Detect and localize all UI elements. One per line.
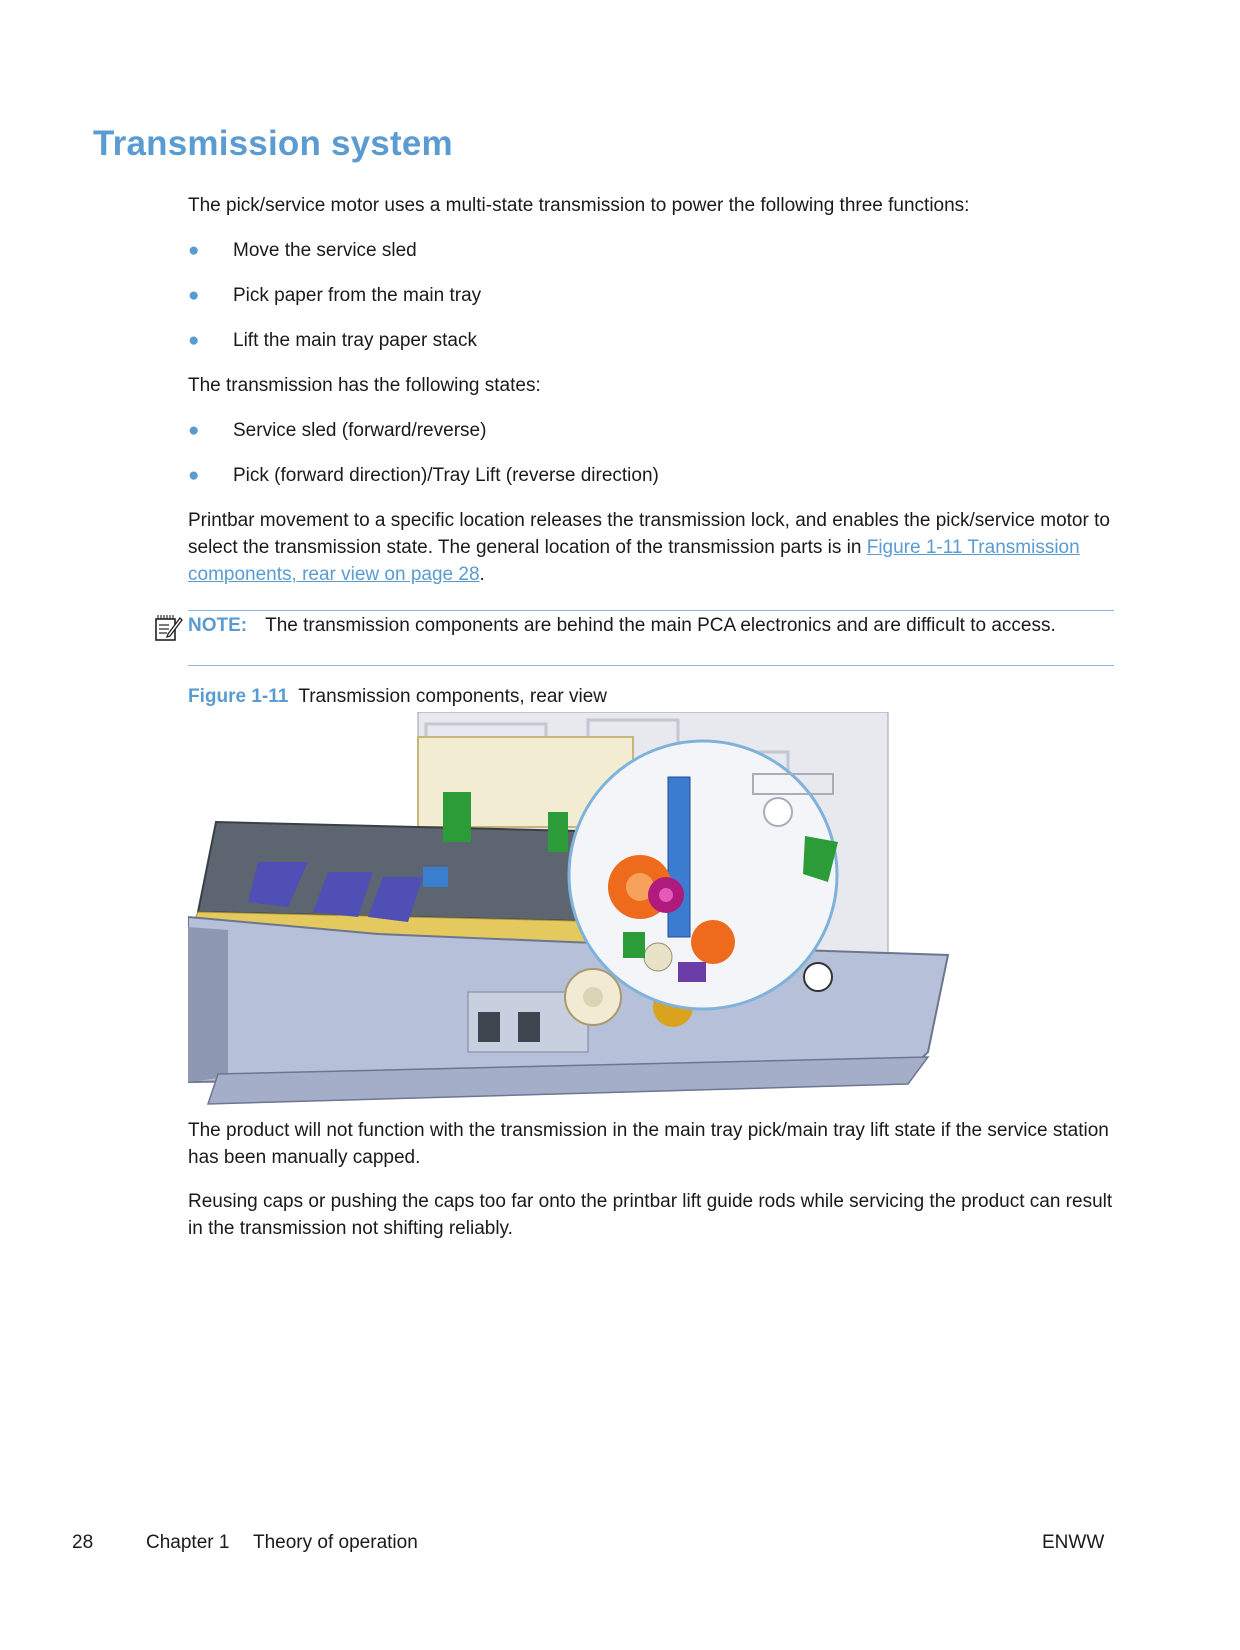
bullet-icon: ● xyxy=(188,330,200,351)
figure-title: Transmission components, rear view xyxy=(298,686,608,707)
states-intro: The transmission has the following states: xyxy=(188,375,541,396)
list-item-text: Move the service sled xyxy=(233,240,417,261)
figure-label: Figure 1-11 xyxy=(188,686,289,707)
capped-paragraph: The product will not function with the transmission in the main tray pick/main tray lift state if the service station has been manually capped. xyxy=(188,1120,1109,1168)
list-item-text: Pick paper from the main tray xyxy=(233,285,482,306)
list-item-text: Pick (forward direction)/Tray Lift (reverse direction) xyxy=(233,465,659,486)
bullet-icon: ● xyxy=(188,240,200,261)
note-text-block xyxy=(188,612,1114,639)
bullet-icon: ● xyxy=(188,285,200,306)
page-title: Transmission system xyxy=(93,124,453,163)
note-icon xyxy=(153,613,183,643)
caps-paragraph: Reusing caps or pushing the caps too far onto the printbar lift guide rods while servicing the product can result in the transmission not shifting reliably. xyxy=(188,1191,1113,1239)
bullet-icon: ● xyxy=(188,420,200,441)
note-box xyxy=(188,610,1114,666)
note-label: NOTE: xyxy=(188,615,248,636)
figure-reference-link[interactable]: Figure 1-11 Transmission components, rear view on page 28 xyxy=(188,537,1080,585)
list-item-text: Service sled (forward/reverse) xyxy=(233,420,487,441)
note-text: The transmission components are behind the main PCA electronics and are difficult to access. xyxy=(265,615,1056,636)
footer-chapter: Chapter 1 xyxy=(146,1532,230,1553)
footer-edition: ENWW xyxy=(1042,1532,1105,1553)
footer-chapter-title: Theory of operation xyxy=(253,1532,418,1553)
printbar-period: . xyxy=(479,564,485,585)
transmission-components-figure xyxy=(188,712,953,1107)
figure-caption xyxy=(188,683,607,710)
list-item-text: Lift the main tray paper stack xyxy=(233,330,477,351)
printbar-text: Printbar movement to a specific location releases the transmission lock, and enables the pick/service motor to select the transmission state. The general location of the transmission parts is in xyxy=(188,510,1110,558)
page-number: 28 xyxy=(72,1532,94,1553)
intro-paragraph: The pick/service motor uses a multi-state transmission to power the following three functions: xyxy=(188,195,970,216)
printbar-paragraph xyxy=(188,507,1118,588)
bullet-icon: ● xyxy=(188,465,200,486)
